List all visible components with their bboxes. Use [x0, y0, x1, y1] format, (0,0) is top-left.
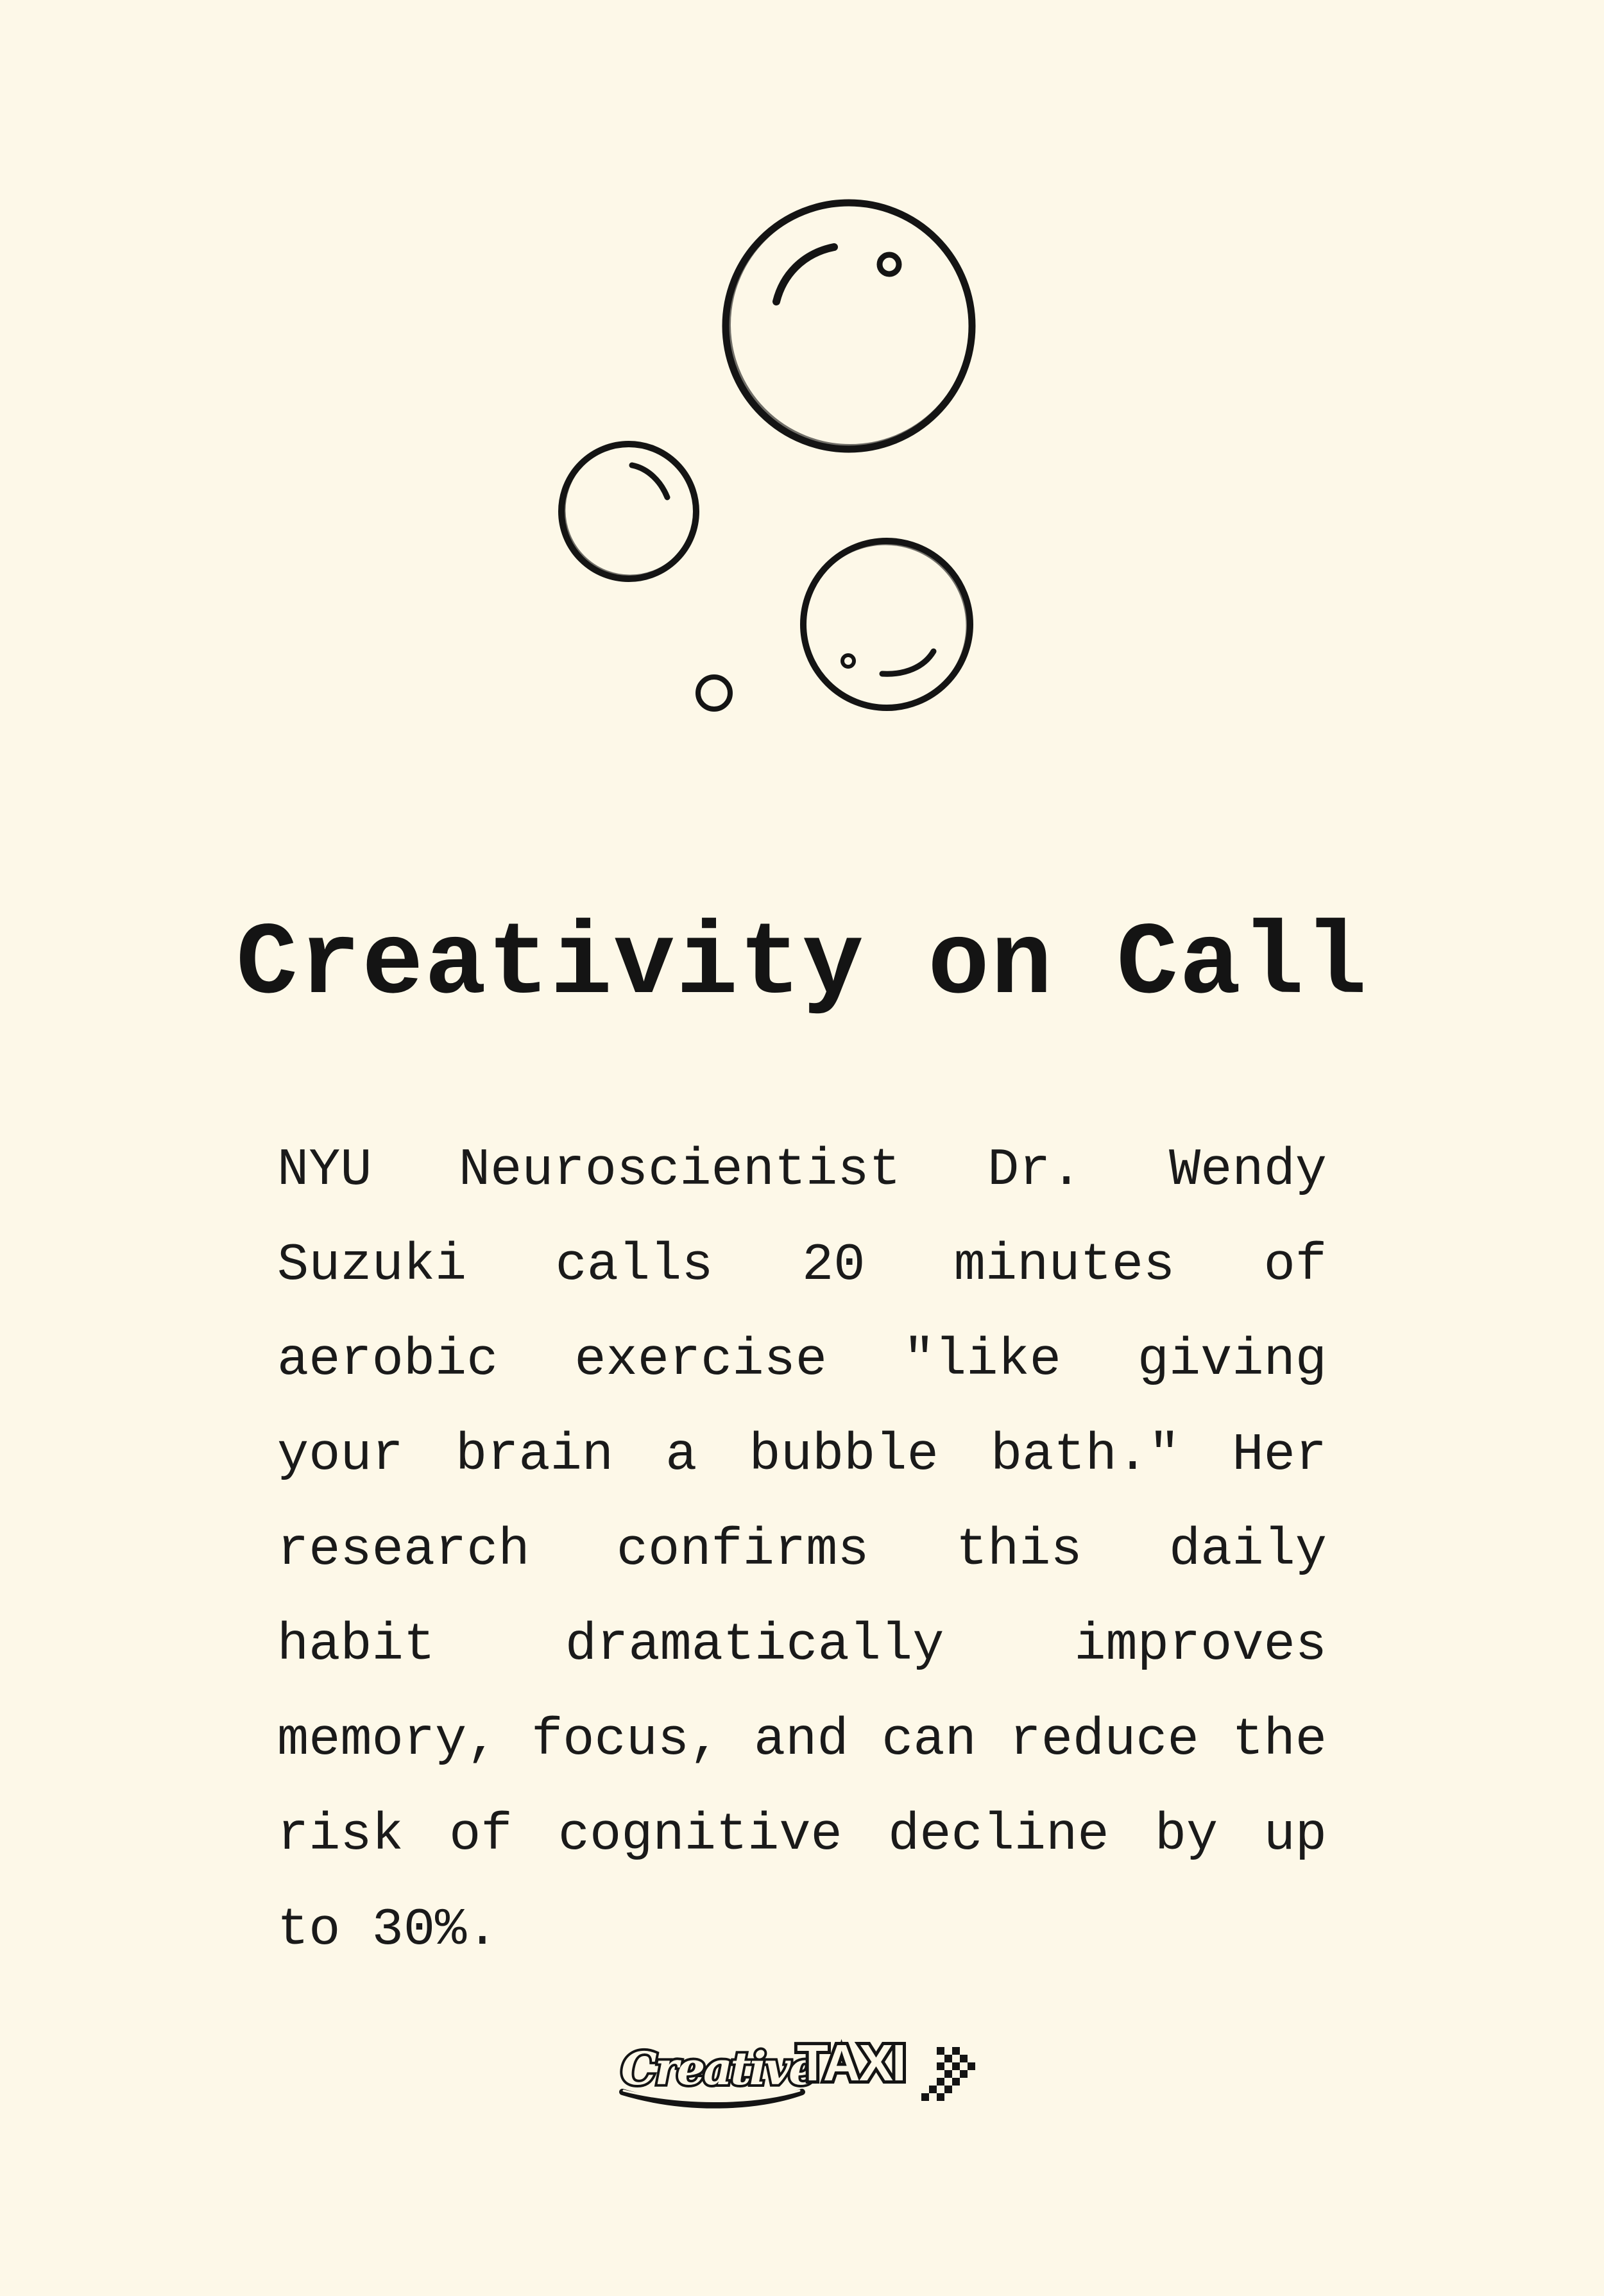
large-bubble	[726, 203, 972, 449]
medium-bubble	[561, 444, 696, 579]
medium-bubble-right	[803, 541, 970, 708]
svg-text:TAXI: TAXI	[797, 2034, 905, 2091]
page-title: Creativity on Call	[235, 907, 1369, 1024]
creative-taxi-logo	[610, 2021, 994, 2118]
svg-text:Creative: Creative	[621, 2042, 815, 2095]
small-bubble	[698, 677, 730, 709]
checkered-flag-icon	[921, 2047, 975, 2101]
body-paragraph: NYU Neuroscientist Dr. Wendy Suzuki calls 20 minutes of aerobic exercise "like giving your brain a bubble bath." Her research confirms this daily habit dramatically improves memory, focus, and can reduce the risk of cognitive decline by up to 30%.	[277, 1140, 1327, 1960]
bubbles-illustration	[0, 0, 1604, 770]
